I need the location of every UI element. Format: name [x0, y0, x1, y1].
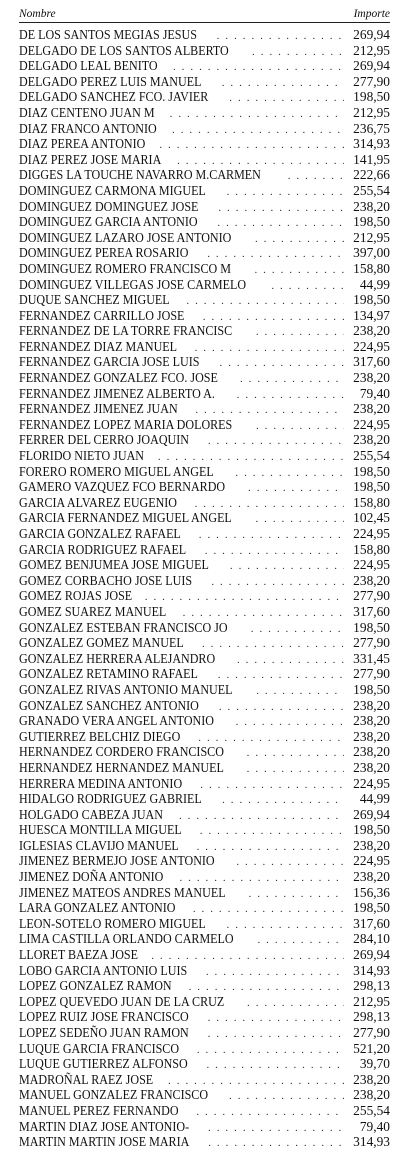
amount-value: 224,95	[353, 526, 390, 541]
amount-value: 269,94	[353, 27, 390, 42]
amount-value: 212,95	[353, 993, 390, 1009]
dot-leader	[206, 1058, 344, 1074]
list-item	[19, 885, 390, 901]
dot-leader	[208, 1136, 344, 1152]
dot-leader	[197, 1043, 344, 1059]
list-item	[19, 386, 390, 402]
list-item	[19, 760, 390, 776]
person-name: DOMINGUEZ ROMERO FRANCISCO M	[19, 260, 231, 276]
list-item	[19, 261, 390, 277]
list-item	[19, 557, 390, 573]
name-column-header: Nombre	[19, 8, 56, 20]
person-name: GARCIA RODRIGUEZ RAFAEL	[19, 541, 187, 557]
list-item	[19, 510, 390, 526]
person-name: GONZALEZ HERRERA ALEJANDRO	[19, 650, 216, 666]
person-name: GARCIA ALVAREZ EUGENIO	[19, 494, 178, 510]
amount-value: 79,40	[359, 385, 390, 401]
list-item	[19, 230, 390, 246]
list-item	[19, 822, 390, 838]
person-name: HERNANDEZ CORDERO FRANCISCO	[19, 744, 224, 760]
dot-leader	[222, 76, 344, 92]
person-name: LOPEZ SEDEÑO JUAN RAMON	[19, 1025, 189, 1040]
amount-value: 314,93	[353, 1134, 390, 1150]
dot-leader	[145, 590, 344, 606]
dot-leader	[235, 466, 344, 482]
amount-value: 298,13	[353, 1009, 390, 1025]
amount-value: 277,90	[353, 635, 390, 651]
dot-leader	[205, 544, 344, 560]
person-name: GARCIA FERNANDEZ MIGUEL ANGEL	[19, 510, 232, 526]
list-item	[19, 323, 390, 339]
list-item	[19, 464, 390, 480]
dot-leader	[252, 45, 344, 61]
list-item	[19, 1119, 390, 1135]
list-item	[19, 698, 390, 714]
amount-value: 198,50	[353, 89, 390, 105]
dot-leader	[200, 824, 344, 840]
person-name: FERNANDEZ DIAZ MANUEL	[19, 338, 178, 354]
dot-leader	[200, 778, 344, 794]
dot-leader	[206, 965, 344, 981]
list-item	[19, 963, 390, 979]
amount-value: 224,95	[353, 557, 390, 573]
person-name: JIMENEZ DOÑA ANTONIO	[19, 869, 164, 885]
person-name: IGLESIAS CLAVIJO MANUEL	[19, 837, 179, 853]
person-name: DOMINGUEZ CARMONA MIGUEL	[19, 182, 206, 198]
list-item	[19, 604, 390, 620]
amount-value: 314,93	[353, 136, 390, 152]
list-item	[19, 682, 390, 698]
person-name: GUTIERREZ BELCHIZ DIEGO	[19, 728, 181, 744]
dot-leader	[208, 1011, 344, 1027]
amount-value: 158,80	[353, 494, 390, 510]
amount-column-header: Importe	[353, 8, 390, 20]
amount-value: 238,20	[353, 323, 390, 339]
person-name: FERNANDEZ JIMENEZ ALBERTO A.	[19, 385, 215, 401]
dot-leader	[251, 622, 344, 638]
amount-value: 198,50	[353, 292, 390, 308]
list-item	[19, 588, 390, 604]
person-name: DOMINGUEZ GARCIA ANTONIO	[19, 214, 198, 230]
person-name: GONZALEZ GOMEZ MANUEL	[19, 635, 184, 651]
dot-leader	[199, 528, 344, 544]
person-name: GOMEZ ROJAS JOSE	[19, 588, 133, 604]
person-name: DELGADO DE LOS SANTOS ALBERTO	[19, 42, 229, 58]
list-item	[19, 1087, 390, 1103]
amount-value: 284,10	[353, 931, 390, 947]
dot-leader	[249, 887, 344, 903]
amount-value: 255,54	[353, 448, 390, 464]
person-name: HERRERA MEDINA ANTONIO	[19, 775, 183, 791]
amount-value: 198,50	[353, 681, 390, 697]
list-item	[19, 58, 390, 74]
dot-leader	[172, 123, 344, 139]
person-name: LLORET BAEZA JOSE	[19, 947, 138, 963]
list-item	[19, 152, 390, 168]
list-item	[19, 978, 390, 994]
person-name: MANUEL GONZALEZ FRANCISCO	[19, 1087, 209, 1103]
amount-value: 198,50	[353, 822, 390, 838]
amount-value: 44,99	[359, 276, 390, 292]
person-name: GONZALEZ RIVAS ANTONIO MANUEL	[19, 681, 233, 697]
list-item	[19, 744, 390, 760]
person-name: GOMEZ BENJUMEA JOSE MIGUEL	[19, 557, 209, 573]
amount-value: 39,70	[359, 1056, 390, 1072]
list-item	[19, 479, 390, 495]
person-name: LOPEZ GONZALEZ RAMON	[19, 978, 172, 994]
person-name: DOMINGUEZ PEREA ROSARIO	[19, 245, 189, 261]
person-name: LIMA CASTILLA ORLANDO CARMELO	[19, 931, 234, 947]
person-name: LOPEZ QUEVEDO JUAN DE LA CRUZ	[19, 993, 225, 1009]
amount-value: 238,20	[353, 837, 390, 853]
dot-leader	[247, 996, 344, 1012]
list-item	[19, 448, 390, 464]
person-name: FERNANDEZ LOPEZ MARIA DOLORES	[19, 416, 233, 432]
person-name: FERNANDEZ DE LA TORRE FRANCISC	[19, 323, 233, 339]
person-name: DIGGES LA TOUCHE NAVARRO M.CARMEN	[19, 167, 261, 183]
amount-value: 212,95	[353, 104, 390, 120]
amount-value: 238,20	[353, 728, 390, 744]
amount-value: 277,90	[353, 73, 390, 89]
person-name: DIAZ FRANCO ANTONIO	[19, 120, 157, 136]
amount-value: 238,20	[353, 759, 390, 775]
person-name: MARTIN MARTIN JOSE MARIA	[19, 1134, 190, 1150]
list-item	[19, 432, 390, 448]
amount-value: 158,80	[353, 260, 390, 276]
dot-leader	[237, 653, 344, 669]
list-item	[19, 651, 390, 667]
list-item	[19, 791, 390, 807]
person-name: JIMENEZ MATEOS ANDRES MANUEL	[19, 884, 226, 900]
list-item	[19, 994, 390, 1010]
dot-leader	[211, 575, 344, 591]
list-item	[19, 542, 390, 558]
amount-value: 277,90	[353, 1025, 390, 1040]
person-name: LOPEZ RUIZ JOSE FRANCISCO	[19, 1009, 189, 1025]
dot-leader	[218, 668, 344, 684]
person-name: LARA GONZALEZ ANTONIO	[19, 900, 176, 916]
list-item	[19, 1009, 390, 1025]
amount-value: 198,50	[353, 479, 390, 495]
list-item	[19, 1025, 390, 1041]
amount-value: 277,90	[353, 588, 390, 604]
person-name: HERNANDEZ HERNANDEZ MANUEL	[19, 759, 224, 775]
dot-leader	[256, 325, 344, 341]
amount-value: 224,95	[353, 416, 390, 432]
dot-leader	[179, 809, 344, 825]
dot-leader	[254, 263, 344, 279]
list-item	[19, 916, 390, 932]
payment-list	[19, 27, 390, 1150]
person-name: JIMENEZ BERMEJO JOSE ANTONIO	[19, 853, 215, 869]
list-item	[19, 308, 390, 324]
list-item	[19, 121, 390, 137]
person-name: LOBO GARCIA ANTONIO LUIS	[19, 962, 188, 978]
amount-value: 224,95	[353, 338, 390, 354]
amount-value: 314,93	[353, 962, 390, 978]
dot-leader	[208, 1027, 344, 1043]
dot-leader	[256, 419, 344, 435]
list-item	[19, 167, 390, 183]
list-item	[19, 869, 390, 885]
dot-leader	[217, 29, 344, 45]
amount-value: 331,45	[353, 650, 390, 666]
amount-value: 156,36	[353, 884, 390, 900]
list-item	[19, 495, 390, 511]
list-item	[19, 573, 390, 589]
person-name: FERRER DEL CERRO JOAQUIN	[19, 432, 189, 448]
list-item	[19, 105, 390, 121]
dot-leader	[236, 715, 344, 731]
person-name: GOMEZ CORBACHO JOSE LUIS	[19, 572, 193, 588]
list-item	[19, 183, 390, 199]
amount-value: 317,60	[353, 603, 390, 619]
person-name: GAMERO VAZQUEZ FCO BERNARDO	[19, 479, 226, 495]
list-item	[19, 27, 390, 43]
person-name: GOMEZ SUAREZ MANUEL	[19, 603, 167, 619]
amount-value: 238,20	[353, 370, 390, 386]
dot-leader	[208, 1121, 344, 1137]
dot-leader	[255, 512, 344, 528]
dot-leader	[229, 91, 344, 107]
amount-value: 317,60	[353, 915, 390, 931]
amount-value: 238,20	[353, 401, 390, 417]
person-name: LUQUE GUTIERREZ ALFONSO	[19, 1056, 188, 1072]
dot-leader	[271, 279, 344, 295]
list-item	[19, 339, 390, 355]
amount-value: 79,40	[359, 1118, 390, 1134]
list-item	[19, 1056, 390, 1072]
list-item	[19, 713, 390, 729]
amount-value: 212,95	[353, 42, 390, 58]
list-item	[19, 1134, 390, 1150]
amount-value: 44,99	[359, 791, 390, 807]
dot-leader	[220, 356, 345, 372]
amount-value: 198,50	[353, 900, 390, 916]
amount-value: 238,20	[353, 198, 390, 214]
person-name: GONZALEZ ESTEBAN FRANCISCO JO	[19, 619, 228, 635]
dot-leader	[202, 637, 344, 653]
dot-leader	[257, 933, 344, 949]
person-name: FERNANDEZ GONZALEZ FCO. JOSE	[19, 370, 218, 386]
dot-leader	[255, 232, 344, 248]
amount-value: 277,90	[353, 666, 390, 682]
list-item	[19, 370, 390, 386]
person-name: GARCIA GONZALEZ RAFAEL	[19, 526, 181, 541]
person-name: MADROÑAL RAEZ JOSE	[19, 1071, 154, 1087]
list-item	[19, 853, 390, 869]
dot-leader	[217, 216, 344, 232]
list-item	[19, 401, 390, 417]
amount-value: 269,94	[353, 947, 390, 963]
amount-value: 238,20	[353, 744, 390, 760]
person-name: DELGADO PEREZ LUIS MANUEL	[19, 73, 202, 89]
amount-value: 198,50	[353, 619, 390, 635]
person-name: HUESCA MONTILLA MIGUEL	[19, 822, 182, 838]
person-name: GONZALEZ SANCHEZ ANTONIO	[19, 697, 199, 713]
list-item	[19, 1103, 390, 1119]
table-header	[19, 7, 390, 23]
person-name: DOMINGUEZ DOMINGUEZ JOSE	[19, 198, 199, 214]
header-divider	[19, 22, 390, 23]
list-item	[19, 292, 390, 308]
person-name: FORERO ROMERO MIGUEL ANGEL	[19, 463, 214, 479]
amount-value: 141,95	[353, 151, 390, 167]
dot-leader	[229, 1089, 344, 1105]
person-name: DUQUE SANCHEZ MIGUEL	[19, 292, 170, 308]
person-name: MARTIN DIAZ JOSE ANTONIO-	[19, 1118, 190, 1134]
person-name: DIAZ PEREZ JOSE MARIA	[19, 151, 162, 167]
person-name: HIDALGO RODRIGUEZ GABRIEL	[19, 791, 202, 807]
person-name: FERNANDEZ JIMENEZ JUAN	[19, 401, 178, 417]
person-name: DIAZ CENTENO JUAN M	[19, 104, 155, 120]
dot-leader	[288, 169, 344, 185]
person-name: HOLGADO CABEZA JUAN	[19, 806, 163, 822]
list-item	[19, 1072, 390, 1088]
person-name: MANUEL PEREZ FERNANDO	[19, 1102, 179, 1118]
list-item	[19, 838, 390, 854]
dot-leader	[247, 762, 344, 778]
list-item	[19, 354, 390, 370]
amount-value: 269,94	[353, 806, 390, 822]
list-item	[19, 1041, 390, 1057]
amount-value: 397,00	[353, 245, 390, 261]
person-name: DOMINGUEZ VILLEGAS JOSE CARMELO	[19, 276, 247, 292]
dot-leader	[227, 918, 344, 934]
amount-value: 198,50	[353, 214, 390, 230]
list-item	[19, 199, 390, 215]
dot-leader	[222, 793, 344, 809]
dot-leader	[240, 372, 344, 388]
dot-leader	[193, 902, 344, 918]
dot-leader	[227, 185, 344, 201]
amount-value: 236,75	[353, 120, 390, 136]
person-name: LUQUE GARCIA FRANCISCO	[19, 1040, 180, 1056]
dot-leader	[197, 840, 344, 856]
list-item	[19, 417, 390, 433]
person-name: LEON-SOTELO ROMERO MIGUEL	[19, 915, 206, 931]
amount-value: 298,13	[353, 978, 390, 994]
list-item	[19, 635, 390, 651]
list-item	[19, 807, 390, 823]
person-name: DOMINGUEZ LAZARO JOSE ANTONIO	[19, 229, 232, 245]
dot-leader	[237, 388, 344, 404]
person-name: DIAZ PEREA ANTONIO	[19, 136, 146, 152]
amount-value: 212,95	[353, 229, 390, 245]
amount-value: 521,20	[353, 1040, 390, 1056]
amount-value: 317,60	[353, 354, 390, 370]
person-name: DE LOS SANTOS MEGIAS JESUS	[19, 27, 197, 42]
dot-leader	[247, 746, 344, 762]
person-name: FLORIDO NIETO JUAN	[19, 448, 144, 464]
list-item	[19, 136, 390, 152]
person-name: DELGADO LEAL BENITO	[19, 58, 158, 74]
person-name: GONZALEZ RETAMINO RAFAEL	[19, 666, 198, 682]
dot-leader	[170, 107, 344, 123]
amount-value: 158,80	[353, 541, 390, 557]
dot-leader	[186, 294, 344, 310]
amount-value: 238,20	[353, 697, 390, 713]
list-item	[19, 620, 390, 636]
dot-leader	[248, 481, 344, 497]
list-item	[19, 900, 390, 916]
dot-leader	[236, 855, 344, 871]
amount-value: 102,45	[353, 510, 390, 526]
list-item	[19, 526, 390, 542]
list-item	[19, 729, 390, 745]
amount-value: 269,94	[353, 58, 390, 74]
person-name: DELGADO SANCHEZ FCO. JAVIER	[19, 89, 209, 105]
list-item	[19, 931, 390, 947]
amount-value: 238,20	[353, 1071, 390, 1087]
amount-value: 255,54	[353, 1102, 390, 1118]
amount-value: 134,97	[353, 307, 390, 323]
list-item	[19, 776, 390, 792]
amount-value: 222,66	[353, 167, 390, 183]
amount-value: 238,20	[353, 713, 390, 729]
amount-value: 238,20	[353, 869, 390, 885]
dot-leader	[195, 341, 344, 357]
list-item	[19, 214, 390, 230]
list-item	[19, 245, 390, 261]
person-name: GRANADO VERA ANGEL ANTONIO	[19, 713, 214, 729]
dot-leader	[159, 138, 344, 154]
amount-value: 255,54	[353, 182, 390, 198]
amount-value: 224,95	[353, 775, 390, 791]
list-item	[19, 947, 390, 963]
amount-value: 238,20	[353, 572, 390, 588]
amount-value: 238,20	[353, 432, 390, 448]
person-name: FERNANDEZ CARRILLO JOSE	[19, 307, 185, 323]
dot-leader	[208, 434, 344, 450]
list-item	[19, 74, 390, 90]
dot-leader	[196, 1105, 344, 1121]
dot-leader	[256, 684, 344, 700]
dot-leader	[230, 559, 344, 575]
dot-leader	[218, 201, 344, 217]
amount-value: 238,20	[353, 1087, 390, 1103]
person-name: FERNANDEZ GARCIA JOSE LUIS	[19, 354, 200, 370]
amount-value: 224,95	[353, 853, 390, 869]
list-item	[19, 666, 390, 682]
list-item	[19, 89, 390, 105]
amount-value: 198,50	[353, 463, 390, 479]
list-item	[19, 43, 390, 59]
dot-leader	[219, 700, 344, 716]
list-item	[19, 277, 390, 293]
